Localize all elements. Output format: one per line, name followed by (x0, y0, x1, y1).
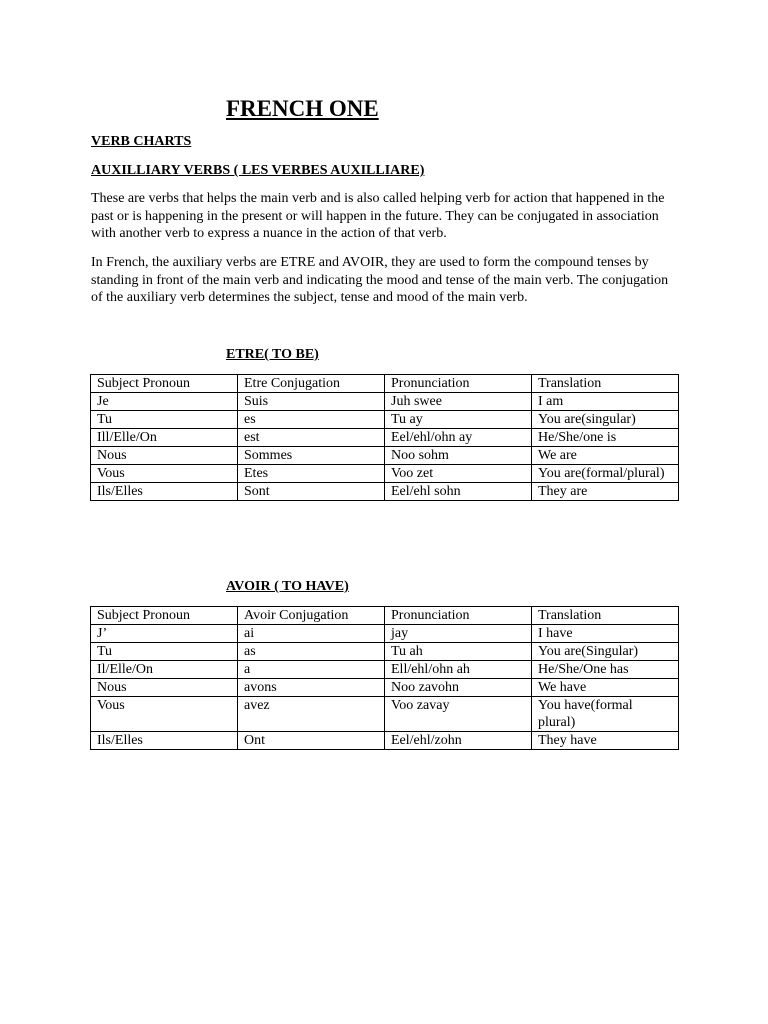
table-cell: es (238, 411, 385, 429)
table-cell: Noo zavohn (385, 679, 532, 697)
table-cell: Sont (238, 483, 385, 501)
table-cell: Tu ah (385, 643, 532, 661)
table-cell: Nous (91, 447, 238, 465)
table-row (91, 679, 679, 697)
table-cell: Tu (91, 411, 238, 429)
table-cell: Juh swee (385, 393, 532, 411)
table-cell: Vous (91, 465, 238, 483)
table-row (91, 393, 679, 411)
table-cell: Ils/Elles (91, 483, 238, 501)
table-cell: jay (385, 625, 532, 643)
header-cell: Etre Conjugation (238, 375, 385, 393)
table-cell: Eel/ehl/ohn ay (385, 429, 532, 447)
table-cell: Suis (238, 393, 385, 411)
header-cell: Avoir Conjugation (238, 607, 385, 625)
table-cell: Eel/ehl/zohn (385, 732, 532, 750)
table-cell: J’ (91, 625, 238, 643)
table-cell: You are(Singular) (532, 643, 679, 661)
table-cell: Sommes (238, 447, 385, 465)
table-cell: He/She/one is (532, 429, 679, 447)
table-cell: avez (238, 697, 385, 732)
etre-table-heading: ETRE( TO BE) (226, 347, 319, 362)
table-cell: We have (532, 679, 679, 697)
table-row (91, 411, 679, 429)
table-cell: They have (532, 732, 679, 750)
intro-paragraph: These are verbs that helps the main verb and is also called helping verb for action that happened in the past or is happening in the present or will happen in the future. They can be conjugated in association with another verb to express a nuance in the action of that verb. (91, 191, 665, 241)
table-row (91, 465, 679, 483)
table-cell: Nous (91, 679, 238, 697)
table-cell: We are (532, 447, 679, 465)
section-heading: VERB CHARTS (91, 134, 192, 149)
table-cell: I have (532, 625, 679, 643)
table-cell: est (238, 429, 385, 447)
table-cell: Tu ay (385, 411, 532, 429)
table-row (91, 447, 679, 465)
header-cell: Subject Pronoun (91, 375, 238, 393)
subsection-heading: AUXILLIARY VERBS ( LES VERBES AUXILLIARE) (91, 163, 425, 178)
table-cell: Ils/Elles (91, 732, 238, 750)
header-cell: Subject Pronoun (91, 607, 238, 625)
table-cell: You are(formal/plural) (532, 465, 679, 483)
table-cell: Eel/ehl sohn (385, 483, 532, 501)
table-cell: Ill/Elle/On (91, 429, 238, 447)
etre-conjugation-table (90, 374, 679, 501)
table-cell: as (238, 643, 385, 661)
table-cell: I am (532, 393, 679, 411)
table-row (91, 483, 679, 501)
header-cell: Translation (532, 375, 679, 393)
avoir-table-heading: AVOIR ( TO HAVE) (226, 579, 349, 594)
table-cell: Tu (91, 643, 238, 661)
page-title: FRENCH ONE (226, 96, 379, 121)
table-header-row (91, 607, 679, 625)
table-cell: avons (238, 679, 385, 697)
table-cell: Ell/ehl/ohn ah (385, 661, 532, 679)
avoir-conjugation-table (90, 606, 679, 750)
table-cell: Je (91, 393, 238, 411)
table-cell: Etes (238, 465, 385, 483)
table-cell: ai (238, 625, 385, 643)
table-cell: You have(formal plural) (532, 697, 679, 732)
table-cell: He/She/One has (532, 661, 679, 679)
table-cell: They are (532, 483, 679, 501)
table-row (91, 661, 679, 679)
table-cell: Ont (238, 732, 385, 750)
table-cell: Il/Elle/On (91, 661, 238, 679)
table-cell: a (238, 661, 385, 679)
table-cell: You are(singular) (532, 411, 679, 429)
table-cell: Voo zet (385, 465, 532, 483)
table-row (91, 429, 679, 447)
table-cell: Noo sohm (385, 447, 532, 465)
table-cell: Voo zavay (385, 697, 532, 732)
table-row (91, 643, 679, 661)
table-row (91, 625, 679, 643)
table-row (91, 697, 679, 732)
table-cell: Vous (91, 697, 238, 732)
auxiliary-paragraph: In French, the auxiliary verbs are ETRE and AVOIR, they are used to form the compound tenses by standing in front of the main verb and indicating the mood and tense of the main verb. The conjugation of the auxiliary verb determines the subject, tense and mood of the main verb. (91, 255, 669, 305)
header-cell: Pronunciation (385, 375, 532, 393)
table-header-row (91, 375, 679, 393)
table-row (91, 732, 679, 750)
header-cell: Pronunciation (385, 607, 532, 625)
header-cell: Translation (532, 607, 679, 625)
